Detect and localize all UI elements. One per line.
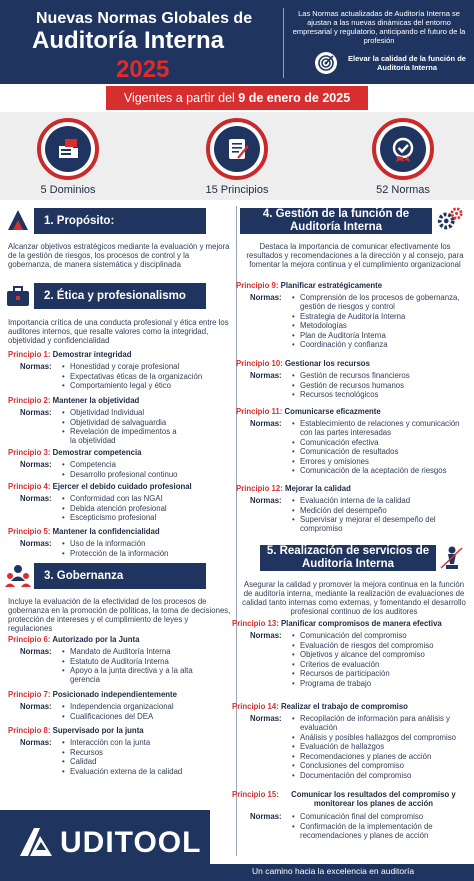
normas-label: Normas: xyxy=(250,419,282,428)
principle-name: Mejorar la calidad xyxy=(284,484,351,493)
norm-item: • Conformidad con las NGAI xyxy=(62,494,232,503)
normas-label: Normas: xyxy=(250,496,282,505)
section4-title: 4. Gestión de la función de Auditoría Interna xyxy=(262,208,410,233)
effective-date-banner xyxy=(106,86,368,110)
norm-item: • Evaluación de hallazgos xyxy=(292,742,464,751)
norm-item: • Análisis y posibles hallazgos del compromiso xyxy=(292,733,464,742)
principle-11 xyxy=(236,407,381,416)
principle-11-norms xyxy=(292,419,464,476)
norm-item: • Comunicación final del compromiso xyxy=(292,812,452,821)
principle-name: Planificar compromisos de manera efectiva xyxy=(280,619,442,628)
principle-1 xyxy=(8,350,132,359)
normas-label: Normas: xyxy=(20,702,52,711)
principle-name: Realizar el trabajo de compromiso xyxy=(280,702,408,711)
norm-item: • Errores y omisiones xyxy=(292,457,464,466)
auditool-logo-icon xyxy=(16,822,56,862)
norm-item: • Comunicación de resultados xyxy=(292,447,464,456)
norm-item: • Competencia xyxy=(62,460,232,469)
norm-item: • Mandato de Auditoría Interna xyxy=(62,647,202,656)
principle-name: Planificar estratégicamente xyxy=(280,281,383,290)
principle-15 xyxy=(232,790,464,808)
gears-icon xyxy=(436,206,464,234)
principle-8 xyxy=(8,726,144,735)
stat-principios xyxy=(177,118,297,196)
principle-2-norms xyxy=(62,408,182,446)
principle-number: Principio 6: xyxy=(8,635,51,644)
principle-10-norms xyxy=(292,371,464,400)
norm-item: • Gestión de recursos financieros xyxy=(292,371,464,380)
section3-title: 3. Gobernanza xyxy=(44,569,124,582)
principle-10 xyxy=(236,359,370,368)
header-subtitle: Elevar la calidad de la función de Auditoría Interna xyxy=(348,54,466,72)
principios-icon xyxy=(214,126,260,172)
header-year: 2025 xyxy=(116,56,170,83)
section1-title: 1. Propósito: xyxy=(44,214,115,227)
chess-piece-icon xyxy=(438,544,466,572)
section3-description: Incluye la evaluación de la efectividad de los procesos de gobernanza en la promoción de políticas, la toma de decisiones, protección de intereses y el cumplimiento de leyes y regulaciones xyxy=(8,597,231,633)
principle-6-norms xyxy=(62,647,202,685)
principle-9 xyxy=(236,281,382,290)
principle-name: Posicionado independientemente xyxy=(52,690,177,699)
section4-header xyxy=(240,208,432,234)
norm-item: • Recomendaciones y planes de acción xyxy=(292,752,464,761)
principle-name: Comunicarse eficazmente xyxy=(284,407,381,416)
normas-label: Normas: xyxy=(250,714,282,723)
normas-label: Normas: xyxy=(20,460,52,469)
norm-item: • Comportamiento legal y ético xyxy=(62,381,232,390)
principle-name: Gestionar los recursos xyxy=(284,359,370,368)
principle-number: Principio 9: xyxy=(236,281,279,290)
normas-label: Normas: xyxy=(20,738,52,747)
header-divider xyxy=(283,8,284,78)
norm-item: • Debida atención profesional xyxy=(62,504,232,513)
header-title-line2: Auditoría Interna xyxy=(32,27,225,54)
norm-item: • Evaluación interna de la calidad xyxy=(292,496,442,505)
norm-item: • Plan de Auditoría Interna xyxy=(292,331,464,340)
section3-header xyxy=(34,563,206,589)
norm-item: • Confirmación de la implementación de recomendaciones y planes de acción xyxy=(292,822,452,840)
norm-item: • Metodologías xyxy=(292,321,464,330)
principle-number: Principio 8: xyxy=(8,726,51,735)
principle-7 xyxy=(8,690,177,699)
principle-number: Principio 11: xyxy=(236,407,283,416)
stat-label: 15 Principios xyxy=(205,184,269,196)
normas-label: Normas: xyxy=(250,631,282,640)
normas-label: Normas: xyxy=(20,647,52,656)
briefcase-icon xyxy=(4,282,32,310)
stat-label: 5 Dominios xyxy=(40,184,96,196)
norm-item: • Recursos tecnológicos xyxy=(292,390,464,399)
norm-item: • Objetivos y alcance del compromiso xyxy=(292,650,464,659)
principle-7-norms xyxy=(62,702,232,721)
stat-label: 52 Normas xyxy=(376,184,430,196)
norm-item: • Estatuto de Auditoría Interna xyxy=(62,657,202,666)
principle-1-norms xyxy=(62,362,232,391)
section5-title: 5. Realización de servicios de Auditoría Interna xyxy=(266,545,430,570)
principle-3 xyxy=(8,448,141,457)
norm-item: • Desarrollo profesional continuo xyxy=(62,470,232,479)
section1-description: Alcanzar objetivos estratégicos mediante la evaluación y mejora de la gestión de riesgos, los procesos de control y la gobernanza, de manera sistemática y disciplinada xyxy=(8,242,230,269)
stat-dominios xyxy=(8,118,128,196)
norm-item: • Objetividad de salvaguardia xyxy=(62,418,182,427)
banner-prefix: Vigentes a partir del xyxy=(123,91,239,105)
stat-circle xyxy=(37,118,99,180)
principle-number: Principio 12: xyxy=(236,484,283,493)
section2-description: Importancia crítica de una conducta profesional y ética entre los auditores internos, que resalte valores como la integridad, objetividad y confidencialidad xyxy=(8,318,229,345)
stat-circle xyxy=(372,118,434,180)
stats-strip xyxy=(0,112,474,200)
norm-item: • Apoyo a la junta directiva y a la alta gerencia xyxy=(62,666,202,684)
banner-date: 9 de enero de 2025 xyxy=(238,91,351,105)
principle-number: Principio 5: xyxy=(8,527,51,536)
normas-icon xyxy=(380,126,426,172)
principle-name: Autorizado por la Junta xyxy=(52,635,140,644)
dominios-icon xyxy=(45,126,91,172)
section5-header xyxy=(260,545,436,571)
normas-label: Normas: xyxy=(20,362,52,371)
norm-item: • Honestidad y coraje profesional xyxy=(62,362,232,371)
norm-item: • Evaluación de riesgos del compromiso xyxy=(292,641,464,650)
principle-name: Demostrar integridad xyxy=(52,350,132,359)
section5-description: Asegurar la calidad y promover la mejora continua en la función de auditoría interna, mediante la realización de evaluaciones de calidad tanto internas como externas, y fomentando el desarrollo profesional continuo de los auditores xyxy=(242,580,466,616)
normas-label: Normas: xyxy=(20,494,52,503)
normas-label: Normas: xyxy=(250,371,282,380)
norm-item: • Establecimiento de relaciones y comunicación con las partes interesadas xyxy=(292,419,464,437)
norm-item: • Coordinación y confianza xyxy=(292,340,464,349)
principle-14-norms xyxy=(292,714,464,780)
stat-circle xyxy=(206,118,268,180)
stat-normas xyxy=(343,118,463,196)
principle-name: Mantener la confidencialidad xyxy=(52,527,160,536)
norm-item: • Escepticismo profesional xyxy=(62,513,232,522)
principle-4 xyxy=(8,482,192,491)
principle-5-norms xyxy=(62,539,232,558)
principle-9-norms xyxy=(292,293,464,350)
norm-item: • Comprensión de los procesos de gobernanza, gestión de riesgos y control xyxy=(292,293,464,311)
norm-item: • Expectativas éticas de la organización xyxy=(62,372,232,381)
section1-header xyxy=(34,208,206,234)
normas-label: Normas: xyxy=(20,539,52,548)
principle-name: Demostrar competencia xyxy=(52,448,142,457)
principle-number: Principio 2: xyxy=(8,396,51,405)
norm-item: • Revelación de impedimentos a la objetividad xyxy=(62,427,182,445)
norm-item: • Recursos xyxy=(62,748,232,757)
principle-15-norms xyxy=(292,812,452,840)
principle-6 xyxy=(8,635,139,644)
principle-number: Principio 3: xyxy=(8,448,51,457)
target-arrow-icon xyxy=(4,206,32,234)
norm-item: • Evaluación externa de la calidad xyxy=(62,767,232,776)
principle-12-norms xyxy=(292,496,442,534)
header xyxy=(0,0,474,84)
footer-slogan: Un camino hacia la excelencia en auditoría xyxy=(252,866,415,876)
auditool-logo-text: UDITOOL xyxy=(60,826,202,859)
normas-label: Normas: xyxy=(20,408,52,417)
principle-14 xyxy=(232,702,408,711)
normas-label: Normas: xyxy=(250,293,282,302)
norm-item: • Comunicación efectiva xyxy=(292,438,464,447)
section2-header xyxy=(34,283,206,309)
norm-item: • Recopilación de información para análisis y evaluación xyxy=(292,714,464,732)
norm-item: • Recursos de participación xyxy=(292,669,464,678)
principle-4-norms xyxy=(62,494,232,523)
principle-5 xyxy=(8,527,160,536)
principle-name: Supervisado por la junta xyxy=(52,726,144,735)
principle-number: Principio 1: xyxy=(8,350,51,359)
section4-description: Destaca la importancia de comunicar efectivamente los resultados y recomendaciones a la dirección y al consejo, para fomentar la mejora continua y el cumplimiento organizacional xyxy=(246,242,464,269)
principle-13-norms xyxy=(292,631,464,688)
principle-number: Principio 10: xyxy=(236,359,283,368)
norm-item: • Medición del desempeño xyxy=(292,506,442,515)
principle-name: Ejercer el debido cuidado profesional xyxy=(52,482,192,491)
principle-2 xyxy=(8,396,139,405)
principle-13 xyxy=(232,619,442,628)
principle-number: Principio 13: xyxy=(232,619,279,628)
normas-label: Normas: xyxy=(250,812,282,821)
principle-12 xyxy=(236,484,351,493)
column-divider xyxy=(236,206,237,856)
norm-item: • Programa de trabajo xyxy=(292,679,464,688)
header-title-line1: Nuevas Normas Globales de xyxy=(36,10,253,27)
norm-item: • Calidad xyxy=(62,757,232,766)
norm-item: • Comunicación de la aceptación de riesgos xyxy=(292,466,464,475)
norm-item: • Objetividad Individual xyxy=(62,408,182,417)
norm-item: • Documentación del compromiso xyxy=(292,771,464,780)
target-icon xyxy=(315,52,337,74)
principle-8-norms xyxy=(62,738,232,776)
principle-name: Comunicar los resultados del compromiso y monitorear los planes de acción xyxy=(291,790,456,808)
principle-number: Principio 15: xyxy=(232,790,279,799)
norm-item: • Protección de la información xyxy=(62,549,232,558)
norm-item: • Gestión de recursos humanos xyxy=(292,381,464,390)
section2-title: 2. Ética y profesionalismo xyxy=(44,289,186,302)
principle-number: Principio 14: xyxy=(232,702,279,711)
norm-item: • Cualificaciones del DEA xyxy=(62,712,232,721)
people-icon xyxy=(4,562,32,590)
norm-item: • Conclusiones del compromiso xyxy=(292,761,464,770)
norm-item: • Independencia organizacional xyxy=(62,702,232,711)
principle-name: Mantener la objetividad xyxy=(52,396,140,405)
norm-item: • Comunicación del compromiso xyxy=(292,631,464,640)
norm-item: • Criterios de evaluación xyxy=(292,660,464,669)
principle-number: Principio 7: xyxy=(8,690,51,699)
principle-3-norms xyxy=(62,460,232,479)
principle-number: Principio 4: xyxy=(8,482,51,491)
header-description: Las Normas actualizadas de Auditoría Interna se ajustan a las nuevas dinámicas del entorno empresarial y regulatorio, anticipando el futuro de la profesión xyxy=(292,9,466,45)
norm-item: • Estrategia de Auditoría Interna xyxy=(292,312,464,321)
norm-item: • Supervisar y mejorar el desempeño del compromiso xyxy=(292,515,442,533)
norm-item: • Uso de la información xyxy=(62,539,232,548)
norm-item: • Interacción con la junta xyxy=(62,738,232,747)
